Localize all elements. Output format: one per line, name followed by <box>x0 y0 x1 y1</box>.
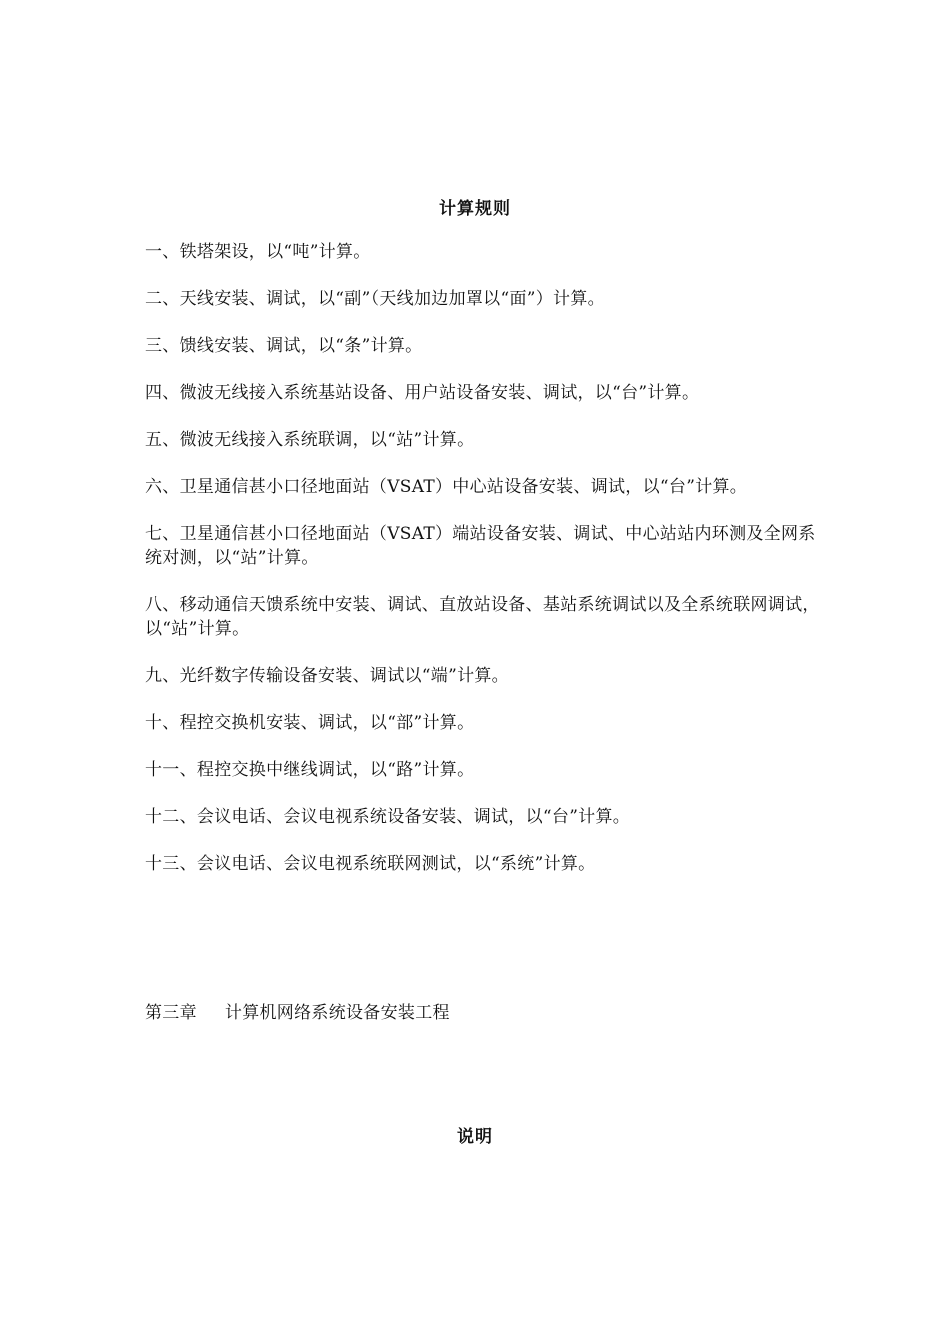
rule-item: 十一、程控交换中继线调试，以“路”计算。 <box>145 760 475 780</box>
notes-title: 说明 <box>457 1127 493 1147</box>
rule-item: 十、程控交换机安装、调试，以“部”计算。 <box>145 713 475 733</box>
rule-item: 八、移动通信天馈系统中安装、调试、直放站设备、基站系统调试以及全系统联网调试，以“站”计算。 <box>145 595 820 639</box>
chapter-title: 计算机网络系统设备安装工程 <box>224 1003 450 1023</box>
rule-item: 五、微波无线接入系统联调，以“站”计算。 <box>145 430 475 450</box>
rules-list <box>145 240 825 899</box>
rule-item: 六、卫星通信甚小口径地面站（VSAT）中心站设备安装、调试，以“台”计算。 <box>145 477 748 497</box>
rule-item: 四、微波无线接入系统基站设备、用户站设备安装、调试，以“台”计算。 <box>145 383 700 403</box>
rules-title: 计算规则 <box>439 199 511 219</box>
chapter-heading <box>145 1001 450 1025</box>
rule-item: 二、天线安装、调试，以“副”（天线加边加罩以“面”）计算。 <box>145 289 605 309</box>
rule-item: 十二、会议电话、会议电视系统设备安装、调试，以“台”计算。 <box>145 807 631 827</box>
rule-item: 十三、会议电话、会议电视系统联网测试，以“系统”计算。 <box>145 854 596 874</box>
rule-item: 九、光纤数字传输设备安装、调试以“端”计算。 <box>145 666 509 686</box>
rule-item: 七、卫星通信甚小口径地面站（VSAT）端站设备安装、调试、中心站站内环测及全网系统对测，以“站”计算。 <box>145 524 816 568</box>
chapter-label: 第三章 <box>145 1003 197 1023</box>
rule-item: 一、铁塔架设，以“吨”计算。 <box>145 242 371 262</box>
rule-item: 三、馈线安装、调试，以“条”计算。 <box>145 336 423 356</box>
